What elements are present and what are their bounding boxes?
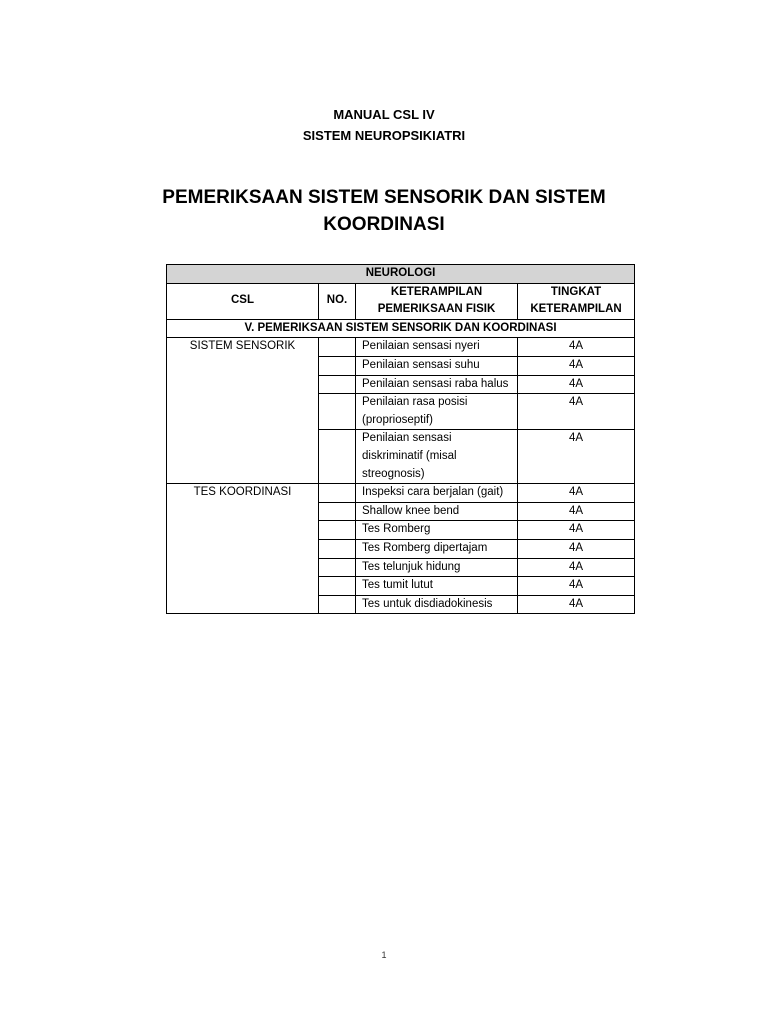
section-title: V. PEMERIKSAAN SISTEM SENSORIK DAN KOORDINASI [167, 319, 635, 338]
table-column-header-row [167, 283, 635, 319]
page-title-line2: KOORDINASI [323, 214, 445, 235]
column-header-skill-line2: PEMERIKSAAN FISIK [377, 303, 496, 316]
row-number-cell [319, 521, 356, 540]
column-header-level-line2: KETERAMPILAN [530, 303, 622, 316]
table-row [167, 338, 635, 357]
row-number-cell [319, 539, 356, 558]
skill-cell: Tes Romberg [356, 521, 518, 540]
column-header-no: NO. [319, 283, 356, 319]
column-header-skill [356, 283, 518, 319]
row-number-cell [319, 558, 356, 577]
column-header-level-line1: TINGKAT [550, 285, 602, 298]
skill-level-cell: 4A [518, 577, 635, 596]
skill-cell: Tes Romberg dipertajam [356, 539, 518, 558]
skills-table [166, 264, 635, 614]
skill-cell: Penilaian rasa posisi (proprioseptif) [356, 394, 518, 430]
page-number: 1 [381, 950, 387, 960]
csl-category-cell: TES KOORDINASI [167, 484, 319, 614]
column-header-level [518, 283, 635, 319]
skill-cell: Shallow knee bend [356, 502, 518, 521]
page-title-line1: PEMERIKSAAN SISTEM SENSORIK DAN SISTEM [162, 187, 606, 208]
manual-title: MANUAL CSL IV [333, 107, 435, 122]
page-title [0, 184, 768, 238]
skill-level-cell: 4A [518, 394, 635, 430]
skill-cell: Tes telunjuk hidung [356, 558, 518, 577]
row-number-cell [319, 577, 356, 596]
table-group-header-row [167, 265, 635, 284]
row-number-cell [319, 394, 356, 430]
document-header [0, 104, 768, 146]
csl-category-cell: SISTEM SENSORIK [167, 338, 319, 484]
skill-cell: Penilaian sensasi raba halus [356, 375, 518, 394]
skill-cell: Inspeksi cara berjalan (gait) [356, 484, 518, 503]
skill-cell: Penilaian sensasi nyeri [356, 338, 518, 357]
system-subtitle: SISTEM NEUROPSIKIATRI [302, 128, 466, 143]
column-header-skill-line1: KETERAMPILAN [390, 285, 483, 298]
skill-level-cell: 4A [518, 430, 635, 484]
skill-level-cell: 4A [518, 502, 635, 521]
section-title-row [167, 319, 635, 338]
column-header-csl: CSL [167, 283, 319, 319]
row-number-cell [319, 375, 356, 394]
skill-level-cell: 4A [518, 595, 635, 614]
group-header-neurologi: NEUROLOGI [167, 265, 635, 284]
row-number-cell [319, 430, 356, 484]
skill-level-cell: 4A [518, 338, 635, 357]
row-number-cell [319, 484, 356, 503]
skill-cell: Tes tumit lutut [356, 577, 518, 596]
skill-level-cell: 4A [518, 558, 635, 577]
row-number-cell [319, 338, 356, 357]
skill-level-cell: 4A [518, 375, 635, 394]
row-number-cell [319, 356, 356, 375]
skill-level-cell: 4A [518, 521, 635, 540]
row-number-cell [319, 502, 356, 521]
skill-level-cell: 4A [518, 484, 635, 503]
skill-level-cell: 4A [518, 539, 635, 558]
skill-cell: Penilaian sensasi diskriminatif (misal streognosis) [356, 430, 518, 484]
skill-cell: Penilaian sensasi suhu [356, 356, 518, 375]
row-number-cell [319, 595, 356, 614]
skill-cell: Tes untuk disdiadokinesis [356, 595, 518, 614]
skill-level-cell: 4A [518, 356, 635, 375]
table-row [167, 484, 635, 503]
